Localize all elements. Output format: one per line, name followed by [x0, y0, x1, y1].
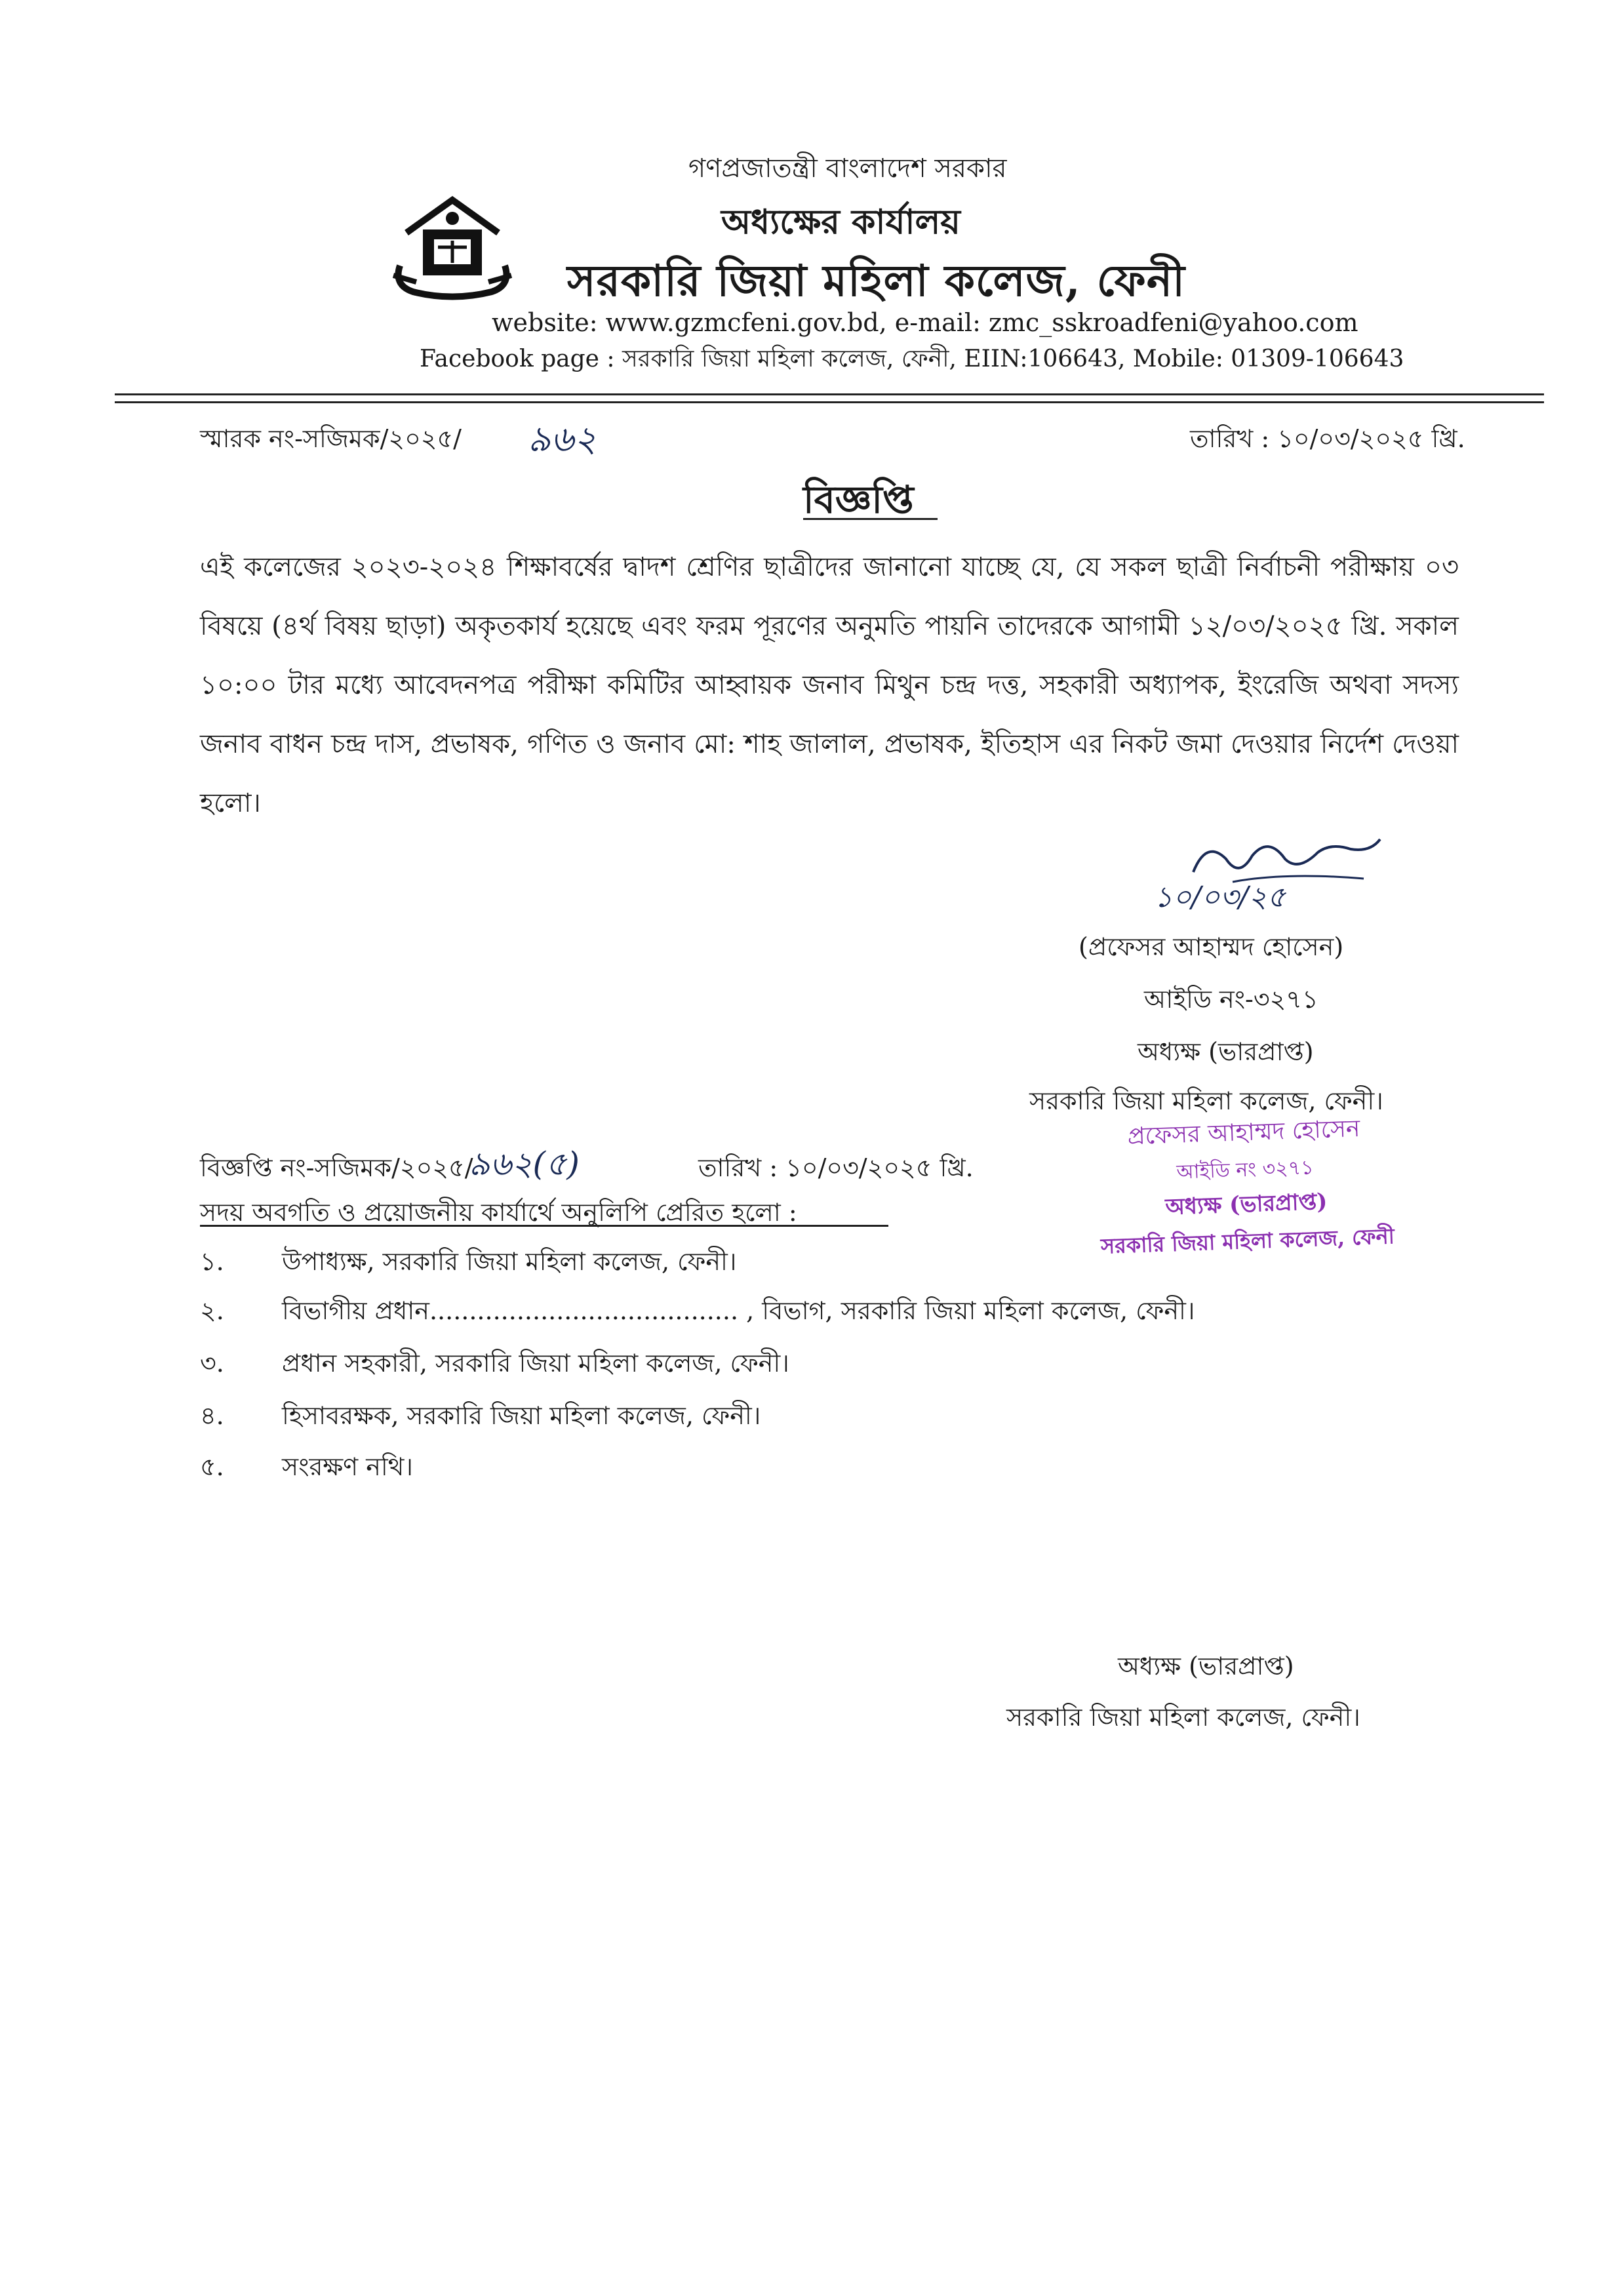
signatory-id: আইডি নং-৩২৭১ — [1144, 985, 1318, 1014]
list-item — [200, 1448, 413, 1490]
signatory-name: (প্রফেসর আহাম্মদ হোসেন) — [1079, 932, 1344, 961]
office-line: অধ্যক্ষের কার্যালয় — [721, 202, 961, 242]
signatory-college: সরকারি জিয়া মহিলা কলেজ, ফেনী। — [1029, 1086, 1383, 1115]
list-number: ৩. — [200, 1349, 224, 1378]
copy-intro-underline — [200, 1225, 888, 1227]
footer-post: অধ্যক্ষ (ভারপ্রাপ্ত) — [1118, 1652, 1294, 1681]
list-number: ৫. — [200, 1452, 224, 1481]
list-item — [200, 1292, 1195, 1334]
list-number: ২. — [200, 1296, 224, 1325]
notice-title: বিজ্ঞপ্তি — [803, 477, 914, 522]
list-text: উপাধ্যক্ষ, সরকারি জিয়া মহিলা কলেজ, ফেনী। — [282, 1247, 737, 1276]
memo-date: তারিখ : ১০/০৩/২০২৫ খ্রি. — [1190, 424, 1465, 453]
college-title: সরকারি জিয়া মহিলা কলেজ, ফেনী — [567, 255, 1185, 306]
stamp-college: সরকারি জিয়া মহিলা কলেজ, ফেনী — [1100, 1224, 1395, 1259]
list-item — [200, 1344, 789, 1386]
stamp-id: আইডি নং ৩২৭১ — [1176, 1156, 1315, 1184]
header-rule-bottom — [115, 401, 1544, 403]
official-stamp — [1073, 1109, 1418, 1266]
signature-date: ১০/০৩/২৫ — [1154, 881, 1286, 914]
college-logo — [387, 187, 518, 305]
stamp-post: অধ্যক্ষ (ভারপ্রাপ্ত) — [1164, 1188, 1328, 1221]
notice-title-underline — [803, 518, 938, 520]
website-line: website: www.gzmcfeni.gov.bd, e-mail: zmc_sskroadfeni@yahoo.com — [492, 308, 1358, 337]
circulation-date: তারিখ : ১০/০৩/২০২৫ খ্রি. — [698, 1153, 974, 1182]
memo-number-label: স্মারক নং-সজিমক/২০২৫/ — [200, 424, 462, 453]
memo-number-handwritten: ৯৬২ — [528, 418, 597, 460]
list-text: প্রধান সহকারী, সরকারি জিয়া মহিলা কলেজ, ফেনী। — [282, 1349, 789, 1378]
list-text: সংরক্ষণ নথি। — [282, 1452, 413, 1481]
government-line: গণপ্রজাতন্ত্রী বাংলাদেশ সরকার — [688, 153, 1007, 184]
header-rule-top — [115, 393, 1544, 395]
list-number: ১. — [200, 1247, 224, 1276]
facebook-line: Facebook page : সরকারি জিয়া মহিলা কলেজ, ফেনী, EIIN:106643, Mobile: 01309-106643 — [420, 346, 1404, 372]
circulation-number-handwritten: ৯৬২(৫) — [469, 1145, 580, 1183]
notice-body: এই কলেজের ২০২৩-২০২৪ শিক্ষাবর্ষের দ্বাদশ শ্রেণির ছাত্রীদের জানানো যাচ্ছে যে, যে সকল ছাত্রী নির্বাচনী পরীক্ষায় ০৩ বিষয়ে (৪র্থ বিষয় ছাড়া) অকৃতকার্য হয়েছে এবং ফরম পূরণের অনুমতি পায়নি তাদেরকে আগামী ১২/০৩/২০২৫ খ্রি. সকাল ১০:০০ টার মধ্যে আবেদনপত্র পরীক্ষা কমিটির আহ্বায়ক জনাব মিথুন চন্দ্র দত্ত, সহকারী অধ্যাপক, ইংরেজি অথবা সদস্য জনাব বাধন চন্দ্র দাস, প্রভাষক, গণিত ও জনাব মো: শাহ জালাল, প্রভাষক, ইতিহাস এর নিকট জমা দেওয়ার নির্দেশ দেওয়া হলো। — [200, 552, 1459, 818]
circulation-number-label: বিজ্ঞপ্তি নং-সজিমক/২০২৫/ — [200, 1153, 473, 1182]
list-number: ৪. — [200, 1401, 224, 1430]
stamp-name: প্রফেসর আহাম্মদ হোসেন — [1127, 1115, 1361, 1151]
signatory-post: অধ্যক্ষ (ভারপ্রাপ্ত) — [1138, 1037, 1314, 1066]
list-item — [200, 1397, 761, 1439]
list-item — [200, 1243, 737, 1284]
copy-intro: সদয় অবগতি ও প্রয়োজনীয় কার্যার্থে অনুলিপি প্রেরিত হলো : — [200, 1198, 797, 1227]
footer-college: সরকারি জিয়া মহিলা কলেজ, ফেনী। — [1006, 1703, 1360, 1732]
list-text: বিভাগীয় প্রধান....................................... , বিভাগ, সরকারি জিয়া মহিলা কলেজ, ফেনী। — [282, 1296, 1195, 1325]
list-text: হিসাবরক্ষক, সরকারি জিয়া মহিলা কলেজ, ফেনী। — [282, 1401, 761, 1430]
